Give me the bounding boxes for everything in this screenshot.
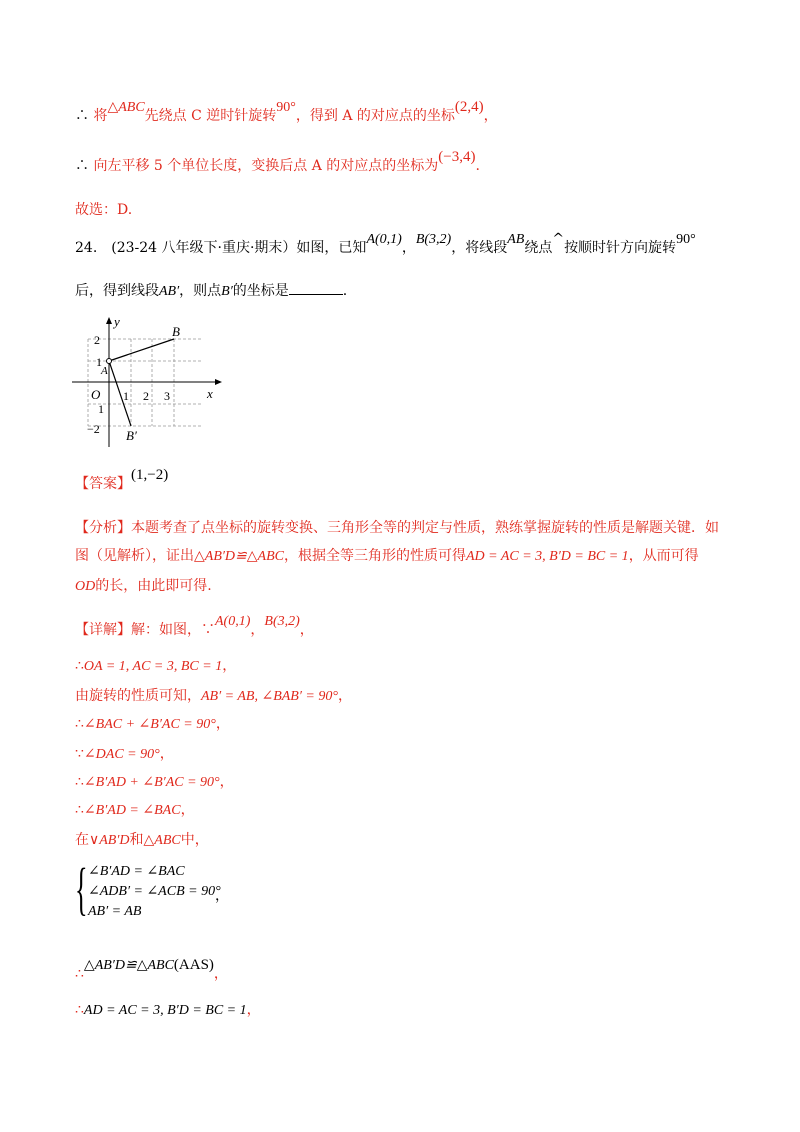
point-bprime-label: B′	[126, 428, 137, 443]
detail-step-4: ∵∠DAC = 90°，	[75, 746, 174, 762]
system-row-2: ∠ADB′ = ∠ACB = 90°	[88, 884, 221, 899]
answer-tag: 【答案】	[75, 476, 131, 492]
step-line-1: ∴ 将△ABC先绕点 C 逆时针旋转90°，得到 A 的对应点的坐标(2,4)，	[75, 99, 498, 124]
y-axis-label: y	[114, 314, 120, 329]
segment-ab	[109, 339, 174, 361]
y-tick-2: 2	[94, 333, 100, 347]
system-row-3: AB′ = AB	[88, 904, 142, 919]
system-row-1: ∠B′AD = ∠BAC	[88, 864, 185, 879]
therefore-sym: ∴	[75, 108, 89, 124]
detail-step-6: ∴∠B′AD = ∠BAC，	[75, 802, 195, 818]
analysis-line-2: 图（见解析），证出△AB′D≌△ABC，根据全等三角形的性质可得AD = AC = 3, B′D = BC = 1，从而可得	[75, 548, 699, 564]
y-tick-1: 1	[96, 355, 102, 369]
y-tick-neg-2: −2	[87, 422, 100, 436]
analysis-line-3: OD的长，由此即可得.	[75, 578, 212, 594]
answer-value: (1,−2)	[131, 467, 169, 483]
answer-blank	[289, 280, 343, 295]
x-axis-label: x	[207, 386, 213, 401]
answer-line	[75, 467, 169, 494]
detail-step-7: 在∨AB′D和△ABC中，	[75, 832, 209, 848]
x-tick-3: 3	[164, 389, 170, 403]
detail-tag: 【详解】	[75, 622, 131, 638]
question-line-1: 24. (23-24 八年级下·重庆·期末）如图，已知A(0,1)，B(3,2)，将线段AB绕点^按顺时针方向旋转90°	[75, 231, 696, 256]
detail-step-8: ∴△AB′D≌△ABC(AAS)，	[75, 957, 228, 982]
detail-line-intro: 【详解】解：如图，∵A(0,1)，B(3,2)，	[75, 614, 314, 638]
therefore-sym: ∴	[75, 158, 89, 174]
detail-step-3: ∴∠BAC + ∠B′AC = 90°，	[75, 716, 230, 732]
origin-label: O	[91, 387, 101, 402]
point-b-label: B	[172, 324, 180, 339]
question-line-2: 后，得到线段AB′，则点B′的坐标是 .	[75, 280, 347, 302]
analysis-line-1: 【分析】本题考查了点坐标的旋转变换、三角形全等的判定与性质，熟练掌握旋转的性质是解题关键．如	[75, 520, 719, 536]
choice-line: 故选：D.	[75, 202, 133, 218]
detail-step-5: ∴∠B′AD + ∠B′AC = 90°，	[75, 774, 234, 790]
detail-step-2: 由旋转的性质可知，AB′ = AB, ∠BAB′ = 90°，	[75, 688, 352, 704]
x-tick-2: 2	[143, 389, 149, 403]
step-line-2: ∴ 向左平移 5 个单位长度，变换后点 A 的对应点的坐标为(−3,4).	[75, 149, 480, 174]
coordinate-graph	[70, 312, 230, 452]
system-brace: {	[75, 856, 88, 921]
detail-step-9: ∴AD = AC = 3, B′D = BC = 1，	[75, 1002, 261, 1018]
y-tick-neg-1: 1	[98, 402, 104, 416]
analysis-tag: 【分析】	[75, 520, 131, 536]
detail-step-1: ∴OA = 1, AC = 3, BC = 1，	[75, 658, 237, 674]
x-tick-1: 1	[123, 389, 129, 403]
system-end: ，	[215, 888, 229, 904]
point-a-label: A	[101, 365, 108, 377]
